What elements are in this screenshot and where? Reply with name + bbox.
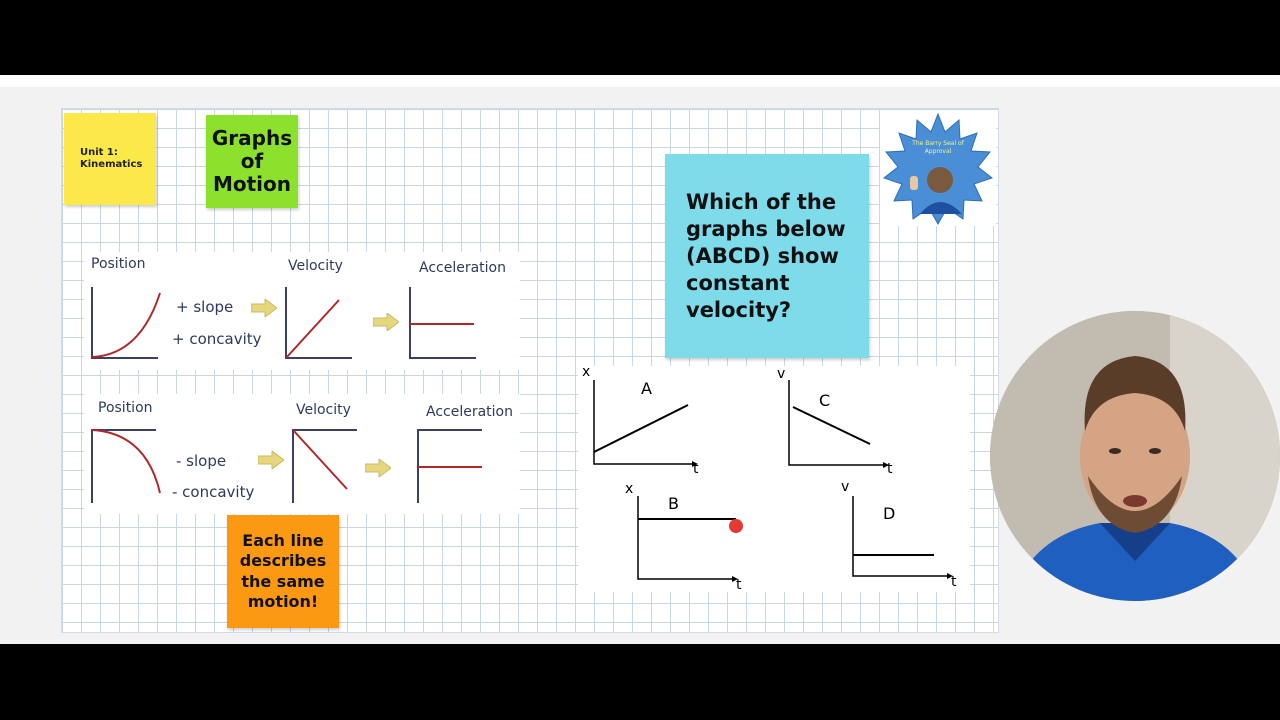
graph-d-x-axis-label: t <box>951 574 957 590</box>
velocity-label: Velocity <box>296 402 351 418</box>
graph-a-x-axis-label: t <box>693 461 699 477</box>
position-label: Position <box>98 400 153 416</box>
graph-b-label: B <box>668 494 679 513</box>
position-graph-concave-down <box>88 427 164 507</box>
sticky-note-question[interactable] <box>665 154 869 358</box>
graph-c-label: C <box>819 391 831 410</box>
acceleration-graph-negative-constant <box>414 427 488 507</box>
minus-slope-text: - slope <box>176 452 227 470</box>
unit-label: Unit 1: Kinematics <box>80 147 143 170</box>
graph-a-y-axis-label: x <box>582 364 591 380</box>
right-arrow-icon <box>251 299 277 317</box>
same-motion-note: Each line describes the same motion! <box>239 530 327 611</box>
graph-c-y-axis-label: v <box>777 366 786 382</box>
seal-of-approval-image[interactable] <box>880 110 996 226</box>
sticky-note-reminder[interactable] <box>227 515 339 628</box>
graph-b-y-axis-label: x <box>625 481 634 497</box>
graph-d-y-axis-label: v <box>841 479 850 495</box>
velocity-label: Velocity <box>288 258 343 274</box>
quiz-graph-b <box>632 490 744 586</box>
position-graph-concave-up <box>88 285 164 363</box>
seal-caption: The Barry Seal of Approval <box>912 140 964 155</box>
laser-pointer-dot <box>729 519 743 533</box>
velocity-graph-increasing <box>282 285 356 363</box>
plus-concavity-text: + concavity <box>172 330 262 348</box>
acceleration-label: Acceleration <box>419 260 506 276</box>
bottom-letterbox <box>0 644 1280 720</box>
quiz-graph-c <box>783 374 893 474</box>
sticky-note-unit[interactable] <box>64 113 156 205</box>
graphs-of-motion-title: Graphs of Motion <box>211 126 293 196</box>
position-label: Position <box>91 256 146 272</box>
graph-c-x-axis-label: t <box>887 461 893 477</box>
acceleration-graph-constant <box>406 285 480 363</box>
velocity-graph-decreasing <box>289 427 361 507</box>
graph-a-label: A <box>641 379 652 398</box>
presenter-webcam[interactable] <box>990 311 1280 601</box>
graph-b-x-axis-label: t <box>736 577 742 593</box>
acceleration-label: Acceleration <box>426 404 513 420</box>
right-arrow-icon <box>365 459 391 477</box>
right-arrow-icon <box>258 451 284 469</box>
quiz-graph-d <box>847 490 959 586</box>
right-arrow-icon <box>373 313 399 331</box>
presenter-video-icon <box>990 311 1280 601</box>
starburst-badge-icon <box>880 110 996 226</box>
plus-slope-text: + slope <box>176 298 234 316</box>
question-text: Which of the graphs below (ABCD) show constant velocity? <box>686 189 846 322</box>
top-letterbox <box>0 0 1280 75</box>
graph-d-label: D <box>883 504 896 523</box>
minus-concavity-text: - concavity <box>172 483 255 501</box>
sticky-note-title[interactable] <box>206 115 298 208</box>
